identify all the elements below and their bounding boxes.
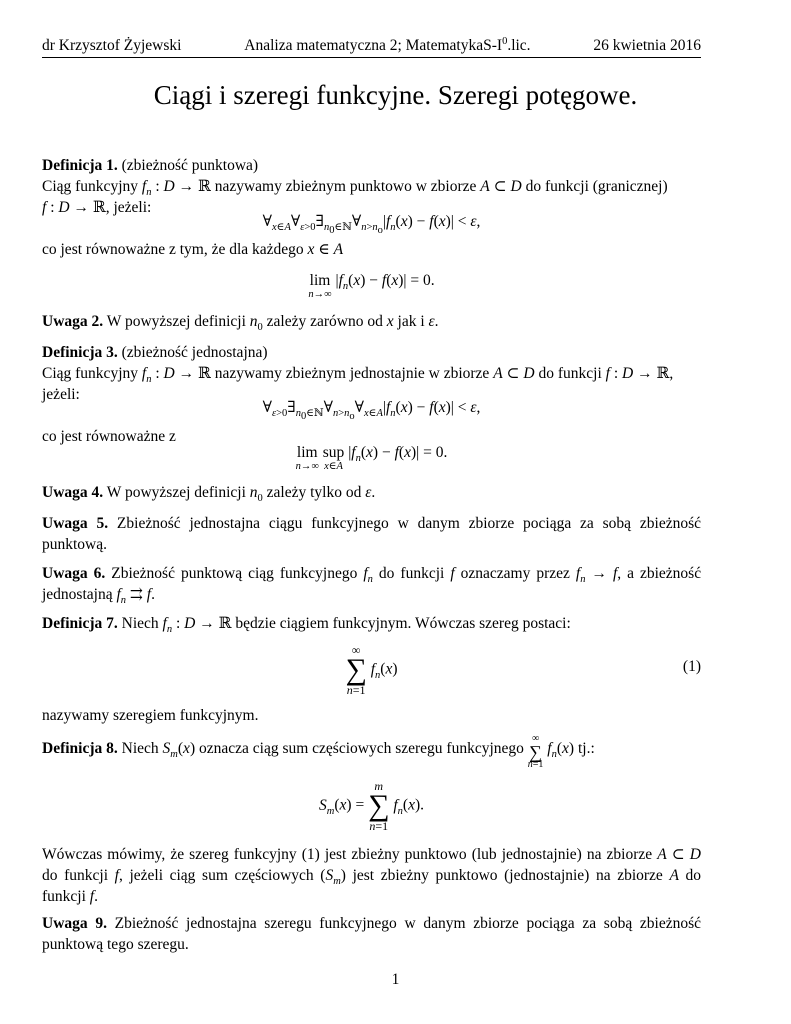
formula-uniform-limit: lim n→∞ sup x∈A $|f_n(x) - f(x)| = 0$. <box>295 444 448 472</box>
definition-3: Definicja 3. (zbieżność jednostajna) Ciąg funkcyjny $f_n$ : D → ℝ nazywamy zbieżnym jednostajnie w zbiorze A ⊂ D do funkcji f : D → ℝ, jeżeli: <box>42 344 674 403</box>
page-number: 1 <box>391 971 400 988</box>
remark-2: Uwaga 2. W powyższej definicji $n_0$ zależy zarówno od x jak i ε. <box>42 313 439 334</box>
definition-8: Definicja 8. Niech $S_m(x)$ oznacza ciąg sum częściowych szeregu funkcyjnego ∞ ∑ n=1 $f_n(x)$ tj.: <box>42 733 595 770</box>
definition-1-equivalence: co jest równoważne z tym, że dla każdego x ∈ A <box>42 241 344 258</box>
remark-9: Uwaga 9. Zbieżność jednostajna szeregu funkcyjnego w danym zbiorze pociąga za sobą zbieżność punktową tego szeregu. <box>42 915 702 953</box>
definition-7: Definicja 7. Niech $f_n$ : D → ℝ będzie ciągiem funkcyjnym. Wówczas szereg postaci: <box>42 615 571 636</box>
formula-series: ∞ ∑ n=1 $f_n(x)$ <box>345 643 398 697</box>
remark-4: Uwaga 4. W powyższej definicji $n_0$ zależy tylko od ε. <box>42 484 376 505</box>
definition-1: Definicja 1. (zbieżność punktowa) Ciąg funkcyjny $f_n$ : D → ℝ nazywamy zbieżnym punktowo w zbiorze A ⊂ D do funkcji (granicznej) f : D → ℝ, jeżeli: <box>42 157 668 216</box>
definition-3-equivalence: co jest równoważne z <box>42 428 176 445</box>
header-author: dr Krzysztof Żyjewski <box>42 37 182 54</box>
remark-6: Uwaga 6. Zbieżność punktową ciąg funkcyjnego $f_n$ do funkcji f oznaczamy przez $f_n \to f$, a zbieżność jednostajną $f_n$ ⇉ f. <box>42 565 702 607</box>
definition-7-after: nazywamy szeregiem funkcyjnym. <box>42 707 259 724</box>
page-title: Ciągi i szeregi funkcyjne. Szeregi potęgowe. <box>153 80 638 110</box>
equation-number: (1) <box>682 658 701 675</box>
formula-partial-sum: $S_m(x)$ = m ∑ n=1 $f_n(x)$. <box>319 779 424 833</box>
formula-uniform: $\forall_{\varepsilon>0}\exists_{n_0\in ℕ}\forall_{n>n_o}\forall_{x\in A}|f_n(x) - f(x)| < \varepsilon$, <box>262 399 481 423</box>
header-date: 26 kwietnia 2016 <box>593 37 701 54</box>
remark-5: Uwaga 5. Zbieżność jednostajna ciągu funkcyjnego w danym zbiorze pociąga za sobą zbieżność punktową. <box>42 515 701 553</box>
header-course: Analiza matematyczna 2; MatematykaS-$I^0.lic$. <box>244 35 531 54</box>
header-rule <box>42 57 701 58</box>
formula-pointwise: $\forall_{x\in A}\forall_{\varepsilon>0}\exists_{n_0\in ℕ}\forall_{n>n_o}|f_n(x) - f(x)| < \varepsilon$, <box>262 213 481 237</box>
formula-pointwise-limit: lim n→∞ $|f_n(x) - f(x)| = 0$. <box>308 272 435 300</box>
running-header <box>42 37 701 55</box>
definition-8-after: Wówczas mówimy, że szereg funkcyjny (1) jest zbieżny punktowo (lub jednostajnie) na zbiorze A ⊂ D do funkcji f, jeżeli ciąg sum częściowych $(S_m)$ jest zbieżny punktowo (jednostajnie) na zbiorze A do funkcji f. <box>42 846 702 905</box>
